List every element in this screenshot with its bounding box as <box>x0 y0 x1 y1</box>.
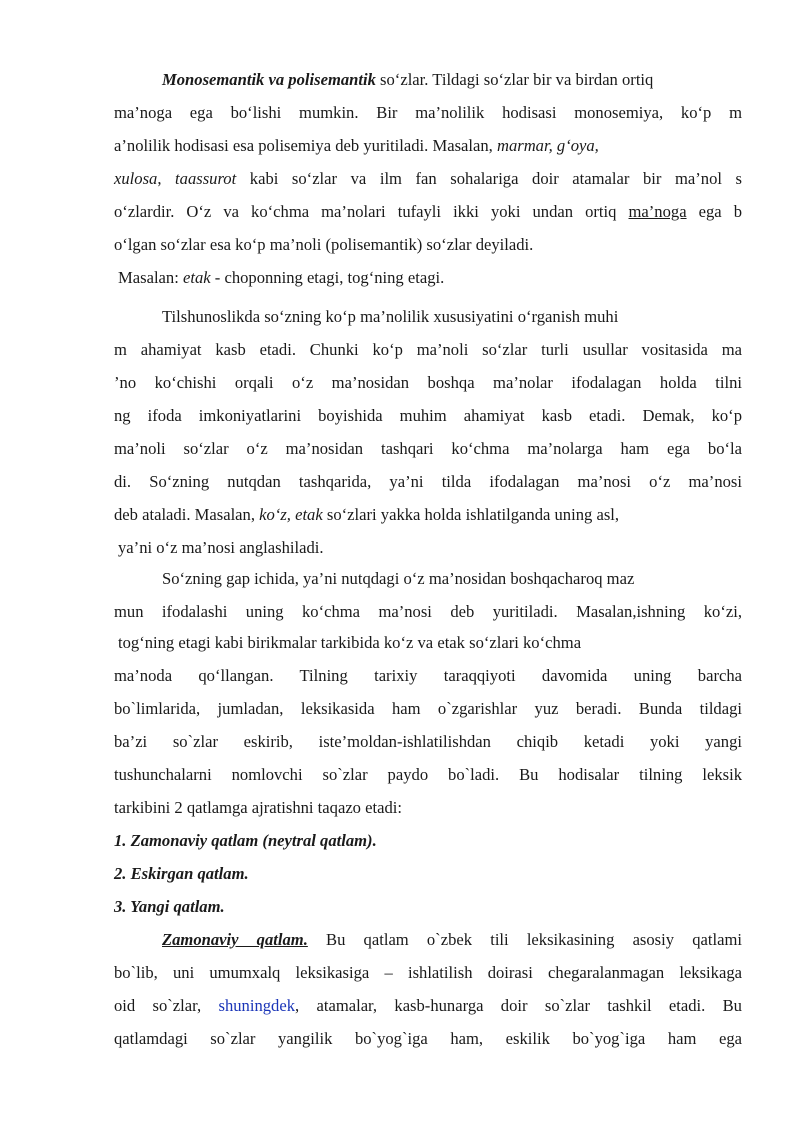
p1-line-1-text: so‘zlar. Tildagi so‘zlar bir va birdan ortiq <box>375 70 654 89</box>
list-item-2: 2. Eskirgan qatlam. <box>114 864 249 883</box>
p1-line-1 <box>162 63 742 96</box>
p2-line-6: di. So‘zning nutqdan tashqarida, ya’ni tilda ifodalagan ma’nosi o‘z ma’nosi <box>114 472 742 491</box>
p2-line-7-end: so‘zlari yakka holda ishlatilganda uning asl, <box>322 505 620 524</box>
p4-line-2: bo`lib, uni umumxalq leksikasiga – ishlatilish doirasi chegaralanmagan leksikaga <box>114 963 742 982</box>
p2-line-5: ma’noli so‘zlar o‘z ma’nosidan tashqari ko‘chma ma’nolarga ham ega bo‘la <box>114 439 742 458</box>
example-xulosa: xulosa <box>114 169 158 188</box>
p3-line-5: bo`limlarida, jumladan, leksikasida ham o`zgarishlar yuz beradi. Bunda tildagi <box>114 699 742 718</box>
p1-line-4 <box>114 162 742 195</box>
p4-line-3-text: oid so`zlar, <box>114 996 219 1015</box>
p1-line-4-text: kabi so‘zlar va ilm fan sohalariga doir atamalar bir ma’nol s <box>236 169 742 188</box>
p1-line-3 <box>114 129 742 162</box>
p1-line-5-text: o‘zlardir. O‘z va ko‘chma ma’nolari tufayli ikki yoki undan ortiq <box>114 202 629 221</box>
p1-line-4-sep: , <box>157 169 176 188</box>
p3-line-1: So‘zning gap ichida, ya’ni nutqdagi o‘z ma’nosidan boshqacharoq maz <box>162 569 635 588</box>
p1-line-7-end: - choponning etagi, tog‘ning etagi. <box>210 268 445 287</box>
p1-line-7 <box>118 261 742 294</box>
p4-line-1 <box>162 923 742 956</box>
p3-line-3: tog‘ning etagi kabi birikmalar tarkibida ko‘z va etak so‘zlari ko‘chma <box>118 633 582 652</box>
example-etak: etak <box>182 268 211 287</box>
p4-line-4: qatlamdagi so`zlar yangilik bo`yog`iga ham, eskilik bo`yog`iga ham ega <box>114 1029 742 1048</box>
p1-line-7-text: Masalan: <box>118 268 183 287</box>
list-item-3: 3. Yangi qatlam. <box>114 897 225 916</box>
p2-line-7-text: deb ataladi. Masalan, <box>114 505 260 524</box>
p1-line-5 <box>114 195 742 228</box>
p2-line-8: ya’ni o‘z ma’nosi anglashiladi. <box>118 538 324 557</box>
p1-line-3-text: a’nolilik hodisasi esa polisemiya deb yuritiladi. Masalan, <box>114 136 493 155</box>
p1-line-5-end: ega b <box>686 202 742 221</box>
p3-line-6: ba’zi so`zlar eskirib, iste’moldan-ishlatilishdan chiqib ketadi yoki yangi <box>114 732 742 751</box>
p1-line-3-examples: marmar, g‘oya, <box>492 136 599 155</box>
p3-line-7: tushunchalarni nomlovchi so`zlar paydo bo`ladi. Bu hodisalar tilning leksik <box>114 765 742 784</box>
p2-line-1: Tilshunoslikda so‘zning ko‘p ma’nolilik xususiyatini o‘rganish muhi <box>162 307 619 326</box>
p2-line-7 <box>114 498 742 531</box>
highlighted-word-shuningdek: shuningdek <box>218 996 295 1015</box>
p1-line-6: o‘lgan so‘zlar esa ko‘p ma’noli (polisemantik) so‘zlar deyiladi. <box>114 235 534 254</box>
term-zamonaviy-qatlam: Zamonaviy qatlam. <box>162 930 308 949</box>
p2-line-2: m ahamiyat kasb etadi. Chunki ko‘p ma’noli so‘zlar turli usullar vositasida ma <box>114 340 742 359</box>
p4-line-3-end: , atamalar, kasb-hunarga doir so`zlar tashkil etadi. Bu <box>295 996 742 1015</box>
list-item-1: 1. Zamonaviy qatlam (neytral qatlam). <box>114 831 377 850</box>
p3-line-2: mun ifodalashi uning ko‘chma ma’nosi deb yuritiladi. Masalan,ishning ko‘zi, <box>114 602 742 621</box>
term-monosemantik: Monosemantik va polisemantik <box>162 70 376 89</box>
p3-line-8: tarkibini 2 qatlamga ajratishni taqazo etadi: <box>114 798 402 817</box>
p4-line-1-text: Bu qatlam o`zbek tili leksikasining asosiy qatlami <box>307 930 742 949</box>
underlined-word: ma’noga <box>628 202 687 221</box>
example-koz-etak: ko‘z, etak <box>259 505 323 524</box>
p2-line-3: ’no ko‘chishi orqali o‘z ma’nosidan boshqa ma’nolar ifodalagan holda tilni <box>114 373 742 392</box>
p4-line-3 <box>114 989 742 1022</box>
example-taassurot: taassurot <box>175 169 237 188</box>
p3-line-4: ma’noda qo‘llangan. Tilning tarixiy taraqqiyoti davomida uning barcha <box>114 666 742 685</box>
p2-line-4: ng ifoda imkoniyatlarini boyishida muhim ahamiyat kasb etadi. Demak, ko‘p <box>114 406 742 425</box>
p1-line-2: ma’noga ega bo‘lishi mumkin. Bir ma’nolilik hodisasi monosemiya, ko‘p m <box>114 103 742 122</box>
